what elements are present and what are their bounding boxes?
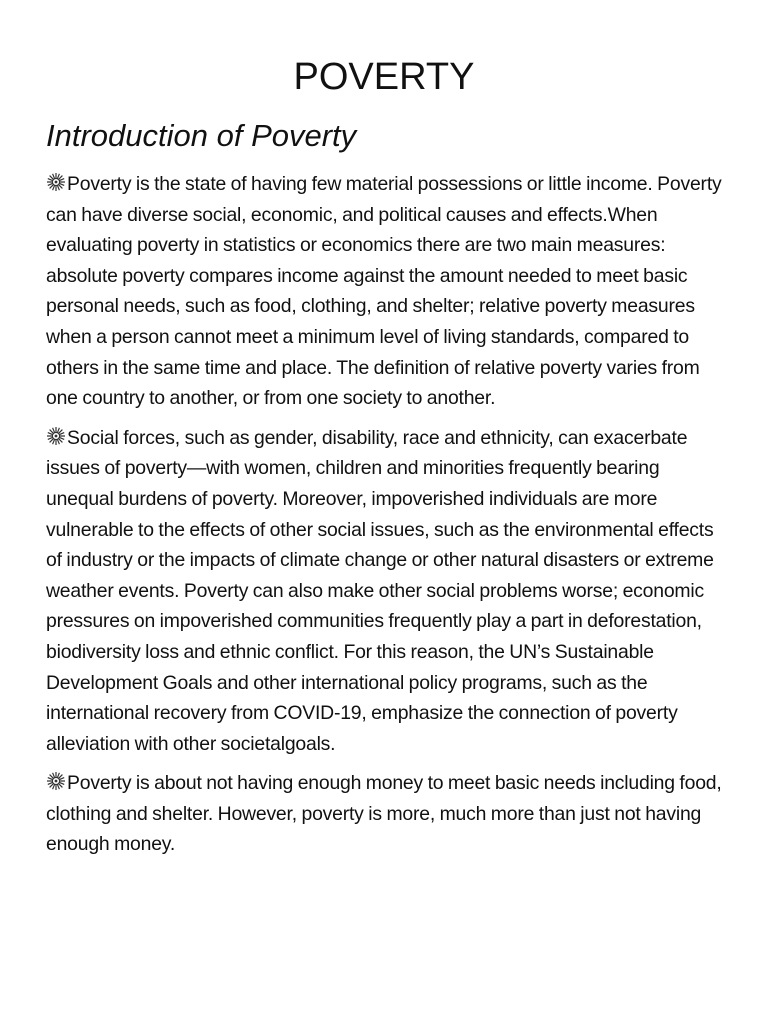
starburst-icon xyxy=(46,426,66,446)
paragraph-basic-needs xyxy=(46,768,722,860)
paragraph-text: Poverty is the state of having few material possessions or little income. Poverty can have diverse social, economic, and political causes and effects.When evaluating poverty in statistics or economics there are two main measures: absolute poverty compares income against the amount needed to meet basic personal needs, such as food, clothing, and shelter; relative poverty measures when a person cannot meet a minimum level of living standards, compared to others in the same time and place. The definition of relative poverty varies from one country to another, or from one society to another. xyxy=(46,173,722,410)
paragraph-social-forces xyxy=(46,423,722,760)
paragraph-text: Poverty is about not having enough money to meet basic needs including food, clothing and shelter. However, poverty is more, much more than just not having enough money. xyxy=(46,772,722,856)
paragraph-introduction xyxy=(46,169,722,414)
paragraph-text: Social forces, such as gender, disability, race and ethnicity, can exacerbate issues of poverty—with women, children and minorities frequently bearing unequal burdens of poverty. Moreover, impoverished individuals are more vulnerable to the effects of other social issues, such as the environmental effects of industry or the impacts of climate change or other natural disasters or extreme weather events. Poverty can also make other social problems worse; economic pressures on impoverished communities frequently play a part in deforestation, biodiversity loss and ethnic conflict. For this reason, the UN’s Sustainable Development Goals and other international policy programs, such as the international recovery from COVID-19, emphasize the connection of poverty alleviation with other societalgoals. xyxy=(46,426,714,755)
section-heading: Introduction of Poverty xyxy=(46,118,357,153)
starburst-icon xyxy=(46,771,66,791)
page-title: POVERTY xyxy=(293,56,475,98)
starburst-icon xyxy=(46,172,66,192)
